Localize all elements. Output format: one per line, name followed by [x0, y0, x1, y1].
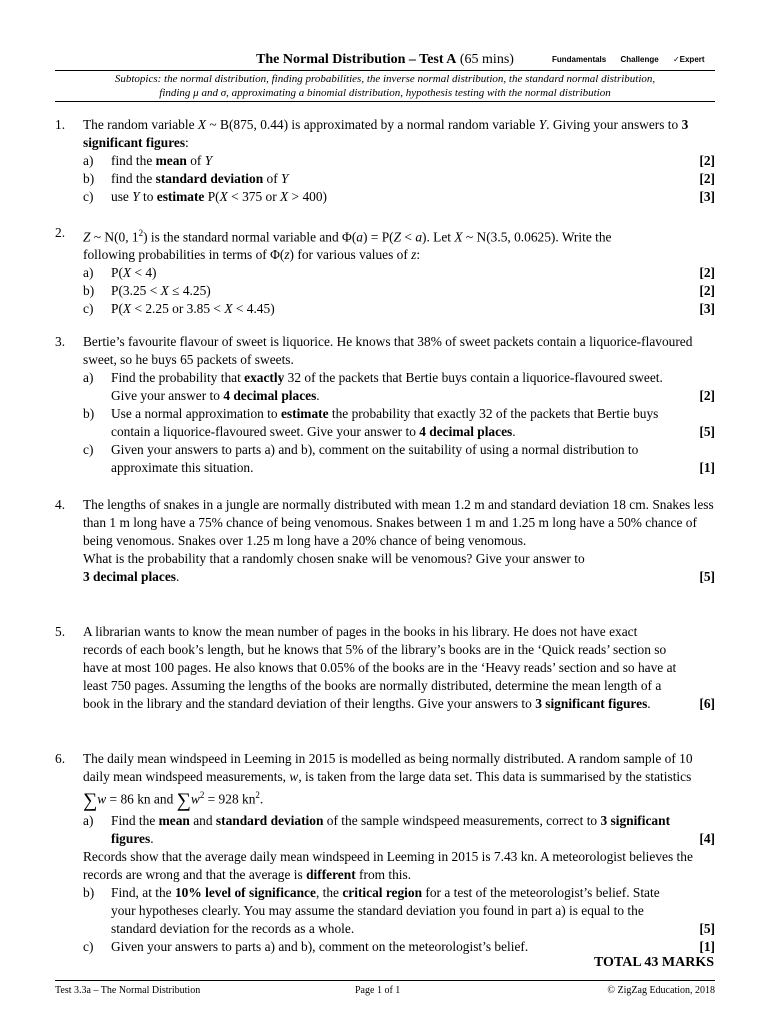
marks: [1] [699, 460, 715, 475]
question-number: 5. [55, 624, 66, 639]
question-part-b: b) Use a normal approximation to estimate the probability that exactly 32 of the packets that Bertie buys contain a liquorice-flavoured sweet. Give your answer to 4 decimal places. [5] [83, 406, 715, 439]
marks: [5] [699, 424, 715, 439]
test-title: The Normal Distribution – Test A [256, 52, 457, 67]
marks: [4] [699, 831, 715, 847]
subtopics-line-2: finding μ and σ, approximating a binomial distribution, hypothesis testing with the normal distribution [159, 87, 611, 99]
sigma-symbol: ∑ [83, 789, 98, 812]
question-number: 4. [55, 497, 66, 512]
question-number: 2. [55, 225, 66, 240]
question-part-b: b) find the standard deviation of Y [2] [83, 171, 715, 186]
marks: [5] [699, 569, 715, 584]
marks: [2] [699, 265, 715, 281]
level-fundamentals: Fundamentals [552, 55, 607, 64]
question-stem: The lengths of snakes in a jungle are normally distributed with mean 1.2 m and standard deviation 18 cm. Snakes less than 1 m long have a 75% chance of being venomous. Snakes between 1 m and 1.25 m long have a 50% chance of being venomous. Snakes over 1.25 m long have a 20% chance of being venomous. [83, 497, 714, 548]
question-1 [55, 116, 715, 206]
footer-page-number: Page 1 of 1 [355, 985, 401, 996]
footer-test-name: Test 3.3a – The Normal Distribution [55, 985, 201, 996]
question-number: 3. [55, 334, 66, 349]
marks: [5] [699, 921, 715, 937]
footer-copyright: © ZigZag Education, 2018 [607, 985, 715, 996]
question-part-a: a) find the mean of Y [2] [83, 153, 715, 168]
test-duration: (65 mins) [459, 52, 514, 67]
subtopics-rule [55, 101, 715, 102]
marks: [1] [699, 939, 715, 955]
question-part-c: c) use Y to estimate P(X < 375 or X > 400) [3] [83, 189, 715, 204]
total-marks: TOTAL 43 MARKS [593, 955, 714, 970]
question-4 [55, 496, 715, 586]
question-stem: The random variable X ~ B(875, 0.44) is approximated by a normal random variable Y. Giving your answers to 3 significant figures: [83, 117, 689, 150]
marks: [2] [699, 283, 715, 299]
footer-rule [55, 980, 715, 981]
level-challenge: Challenge [620, 55, 659, 64]
marks: [2] [699, 153, 715, 168]
question-number: 1. [55, 117, 66, 132]
header-rule [55, 70, 715, 71]
marks: [2] [699, 388, 715, 403]
sigma-symbol: ∑ [176, 789, 191, 812]
question-part-b: b) Find, at the 10% level of significance, the critical region for a test of the meteorologist’s belief. State your hypotheses clearly. You may assume the standard deviation you found in part a) is equal to the standard deviation for the records as a whole. [5] [83, 885, 715, 937]
question-ask: What is the probability that a randomly chosen snake will be venomous? Give your answer to [83, 551, 585, 566]
records-statement: Records show that the average daily mean windspeed in Leeming in 2015 is 7.43 kn. A meteorologist believes the records are wrong and that the average is different from this. [83, 849, 693, 883]
marks: [3] [699, 189, 715, 204]
marks: [2] [699, 171, 715, 186]
question-2 [55, 224, 715, 318]
subtopics-line-1: Subtopics: the normal distribution, finding probabilities, the inverse normal distribution, the standard normal distribution, [114, 73, 656, 85]
question-stem: Bertie’s favourite flavour of sweet is liquorice. He knows that 38% of sweet packets contain a liquorice-flavoured sweet, so he buys 65 packets of sweets. [83, 334, 693, 367]
question-part-c: c) P(X < 2.25 or 3.85 < X < 4.45) [3] [83, 301, 715, 317]
question-stem: A librarian wants to know the mean number of pages in the books in his library. He does not have exact records of each book’s length, but he knows that 5% of the library’s books are in the ‘Quick reads’ section so have at most 100 pages. He also knows that 0.05% of the books are in the ‘Heavy reads’ section and so have at least 750 pages. Assuming the lengths of the books are normally distributed, determine the mean length of a book in the library and the standard deviation of their lengths. Give your answers to 3 significant figures. [6] [83, 624, 715, 711]
question-part-a: a) Find the probability that exactly 32 of the packets that Bertie buys contain a liquorice-flavoured sweet. Give your answer to 4 decimal places. [2] [83, 370, 715, 403]
question-part-c: c) Given your answers to parts a) and b), comment on the suitability of using a normal distribution to approximate this situation. [1] [83, 442, 715, 475]
question-ask-end: 3 decimal places. [5] [83, 569, 715, 584]
question-5 [55, 623, 715, 713]
question-part-b: b) P(3.25 < X ≤ 4.25) [2] [83, 283, 715, 299]
marks: [6] [699, 696, 715, 711]
question-stem: The daily mean windspeed in Leeming in 2015 is modelled as being normally distributed. A random sample of 10 daily mean windspeed measurements, w, is taken from the large data set. This data is summarised by the statistics ∑w = 86 kn and $\sum w^2 = 928$ $kn^2$. [83, 751, 693, 812]
question-3 [55, 333, 715, 477]
question-part-a: a) P(X < 4) [2] [83, 265, 715, 281]
subtopics [55, 72, 715, 100]
question-part-a: a) Find the mean and standard deviation of the sample windspeed measurements, correct to 3 significant figures. [4] [83, 813, 715, 847]
question-part-c: c) Given your answers to parts a) and b), comment on the meteorologist’s belief. [1] [83, 939, 715, 955]
question-number: 6. [55, 751, 66, 766]
level-expert: ✓Expert [672, 55, 705, 64]
marks: [3] [699, 301, 715, 317]
question-6 [55, 750, 715, 956]
question-stem: Z ~ N(0, $1^2$) is the standard normal variable and Φ(a) = P(Z < a). Let X ~ N(3.5, 0.0625). Write the following probabilities in terms of Φ(z) for various values of z: [83, 228, 612, 263]
difficulty-levels [552, 55, 717, 64]
